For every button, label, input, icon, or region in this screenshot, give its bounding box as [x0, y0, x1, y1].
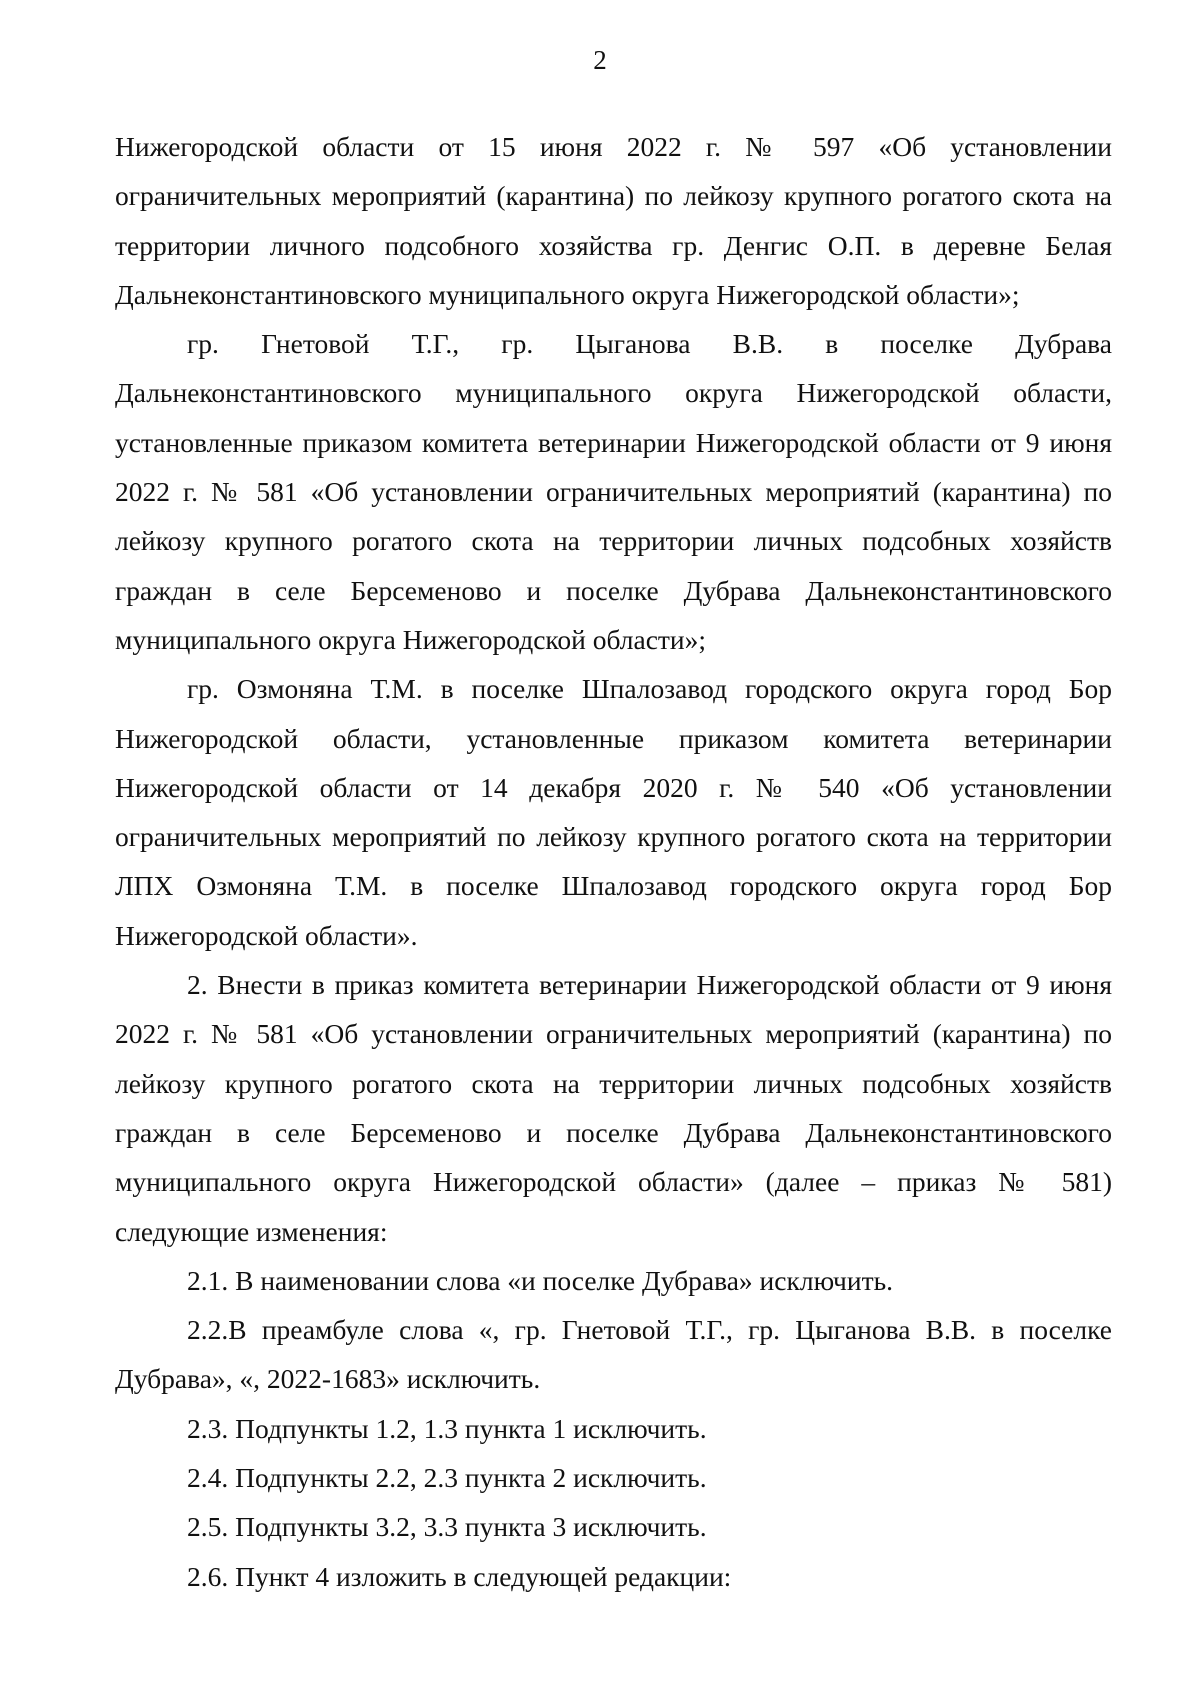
paragraph-item-2-3: 2.3. Подпункты 1.2, 1.3 пункта 1 исключить.	[187, 1412, 707, 1444]
paragraph-item-2: 2. Внести в приказ комитета ветеринарии Нижегородской области от 9 июня 2022 г. № 581 «Об установлении ограничительных мероприятий (карантина) по лейкозу крупного рогатого скота на территории личных подсобных хозяйств граждан в селе Берсеменово и поселке Дубрава Дальнеконстантиновского муниципального округа Нижегородской области» (далее – приказ № 581) следующие изменения:	[115, 969, 1112, 1247]
paragraph-ozmonyan: гр. Озмоняна Т.М. в поселке Шпалозавод городского округа город Бор Нижегородской области, установленные приказом комитета ветеринарии Нижегородской области от 14 декабря 2020 г. № 540 «Об установлении ограничительных мероприятий по лейкозу крупного рогатого скота на территории ЛПХ Озмоняна Т.М. в поселке Шпалозавод городского округа город Бор Нижегородской области».	[115, 673, 1112, 951]
paragraph-gnetova-tsyganov: гр. Гнетовой Т.Г., гр. Цыганова В.В. в поселке Дубрава Дальнеконстантиновского муниципального округа Нижегородской области, установленные приказом комитета ветеринарии Нижегородской области от 9 июня 2022 г. № 581 «Об установлении ограничительных мероприятий (карантина) по лейкозу крупного рогатого скота на территории личных подсобных хозяйств граждан в селе Берсеменово и поселке Дубрава Дальнеконстантиновского муниципального округа Нижегородской области»;	[115, 328, 1112, 655]
paragraph-item-2-6: 2.6. Пункт 4 изложить в следующей редакции:	[187, 1560, 732, 1592]
paragraph-item-2-4: 2.4. Подпункты 2.2, 2.3 пункта 2 исключить.	[187, 1462, 707, 1494]
paragraph-item-2-5: 2.5. Подпункты 3.2, 3.3 пункта 3 исключить.	[187, 1511, 707, 1543]
paragraph-item-2-2: 2.2.В преамбуле слова «, гр. Гнетовой Т.Г., гр. Цыганова В.В. в поселке Дубрава», «, 2022-1683» исключить.	[115, 1314, 1112, 1395]
document-body	[115, 122, 1112, 1601]
paragraph-continuation: Нижегородской области от 15 июня 2022 г. № 597 «Об установлении ограничительных мероприятий (карантина) по лейкозу крупного рогатого скота на территории личного подсобного хозяйства гр. Денгис О.П. в деревне Белая Дальнеконстантиновского муниципального округа Нижегородской области»;	[115, 131, 1112, 310]
page-number: 2	[593, 45, 607, 75]
paragraph-item-2-1: 2.1. В наименовании слова «и поселке Дубрава» исключить.	[187, 1264, 894, 1296]
